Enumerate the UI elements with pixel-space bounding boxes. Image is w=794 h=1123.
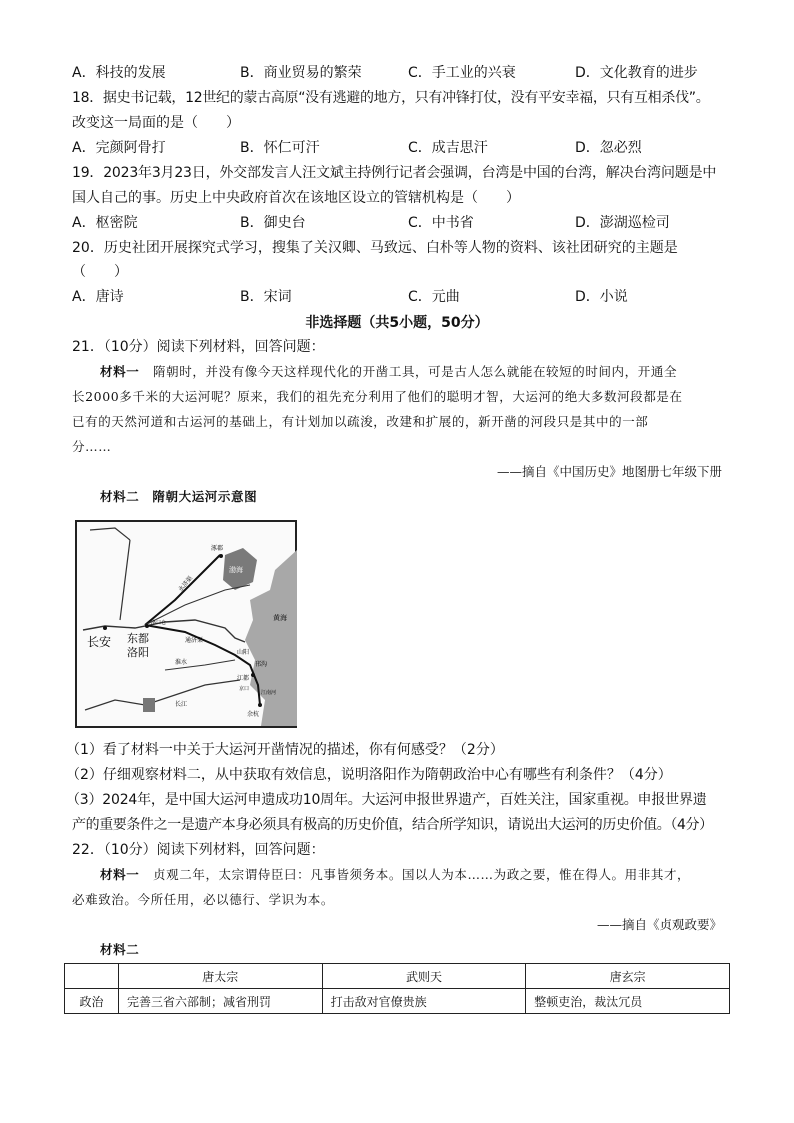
q17-option-d: D．文化教育的进步 [575, 65, 698, 81]
q17-option-b: B．商业贸易的繁荣 [240, 65, 362, 81]
q22-material-1 [100, 865, 690, 885]
q19-stem: 19．2023年3月23日，外交部发言人汪文斌主持例行记者会强调，台湾是中国的台湾，解决台湾问题是中 [72, 165, 717, 181]
q20-option-c: C．元曲 [408, 289, 460, 305]
map-label-tongji: 通济渠 [185, 637, 204, 644]
q18-option-b: B．怀仁可汗 [240, 140, 320, 156]
q21-material-1 [100, 362, 677, 382]
map-label-yongji: 永济渠 [177, 574, 195, 594]
table-header [65, 964, 119, 989]
q20-option-b: B．宋词 [240, 289, 292, 305]
q21-m2-label: 材料二 隋朝大运河示意图 [100, 489, 258, 504]
q19-option-c: C．中书省 [408, 215, 474, 231]
q21-question-1: （1）看了材料一中关于大运河开凿情况的描述，你有何感受？（2分） [66, 742, 504, 758]
sui-grand-canal-map [75, 520, 297, 728]
q21-question-3-cont: 产的重要条件之一是遗产本身必须具有极高的历史价值，结合所学知识，请说出大运河的历史价值。（4分） [72, 817, 713, 833]
map-label-hangou: 邗沟 [255, 661, 268, 668]
table-cell: 政治 [65, 989, 119, 1014]
map-label-zhuojun: 涿郡 [211, 545, 224, 552]
q21-m1-label: 材料一 [100, 364, 140, 379]
q18-option-c: C．成吉思汗 [408, 140, 488, 156]
map-label-dongdu: 东都 [127, 632, 149, 645]
table-cell: 完善三省六部制；减省刑罚 [118, 989, 322, 1014]
map-label-huanghai: 黄海 [273, 614, 287, 622]
table-header: 武则天 [322, 964, 526, 989]
lake [143, 698, 155, 712]
table-header: 唐太宗 [118, 964, 322, 989]
map-label-jiang: 长江 [175, 701, 188, 708]
q21-question-3: （3）2024年，是中国大运河申遗成功10周年。大运河申报世界遗产，百姓关注，国家重视。申报世界遗 [66, 792, 707, 808]
map-label-jingkou: 京口 [239, 686, 250, 692]
q20-option-d: D．小说 [575, 289, 628, 305]
q21-m1-line: 已有的天然河道和古运河的基础上，有计划加以疏浚，改建和扩展的，新开凿的河段只是其中的一部 [72, 414, 649, 429]
table-cell: 打击敌对官僚贵族 [322, 989, 526, 1014]
q18-stem-cont: 改变这一局面的是（ ） [72, 115, 240, 131]
map-label-bohai: 渤海 [229, 566, 243, 574]
q21-stem: 21．（10分）阅读下列材料，回答问题： [72, 339, 325, 355]
emperors-table [64, 963, 730, 1014]
map-label-changan: 长安 [87, 635, 112, 649]
q22-m2-label: 材料二 [100, 942, 140, 957]
table-row [65, 989, 730, 1014]
q18-option-a: A．完颜阿骨打 [72, 140, 166, 156]
q19-option-d: D．澎湖巡检司 [575, 215, 670, 231]
q21-m1-line: 分…… [72, 439, 112, 454]
map-label-jiangnan: 江南河 [261, 690, 277, 696]
map-label-jiangdu: 江都 [237, 675, 250, 682]
q22-m1-line: 必难致治。今所任用，必以德行、学识为本。 [72, 892, 335, 907]
map-label-shanyang: 山阳 [237, 649, 250, 656]
table-header-row [65, 964, 730, 989]
q22-stem: 22．（10分）阅读下列材料，回答问题： [72, 842, 325, 858]
map-label-luoyang: 洛阳 [127, 646, 149, 659]
q22-m1-label: 材料一 [100, 867, 140, 882]
q22-m1-source: ——摘自《贞观政要》 [596, 917, 722, 932]
q19-stem-cont: 国人自己的事。历史上中央政府首次在该地区设立的管辖机构是（ ） [72, 190, 520, 206]
table-header: 唐玄宗 [526, 964, 730, 989]
q22-m1-line: 贞观二年，太宗谓侍臣曰：凡事皆须务本。国以人为本……为政之要，惟在得人。用非其才， [153, 867, 691, 882]
q21-m1-line: 隋朝时，并没有像今天这样现代化的开凿工具，可是古人怎么就能在较短的时间内，开通全 [153, 364, 678, 379]
q20-option-a: A．唐诗 [72, 289, 124, 305]
map-label-luokou: 洛口仓 [151, 620, 167, 626]
section-title: 非选择题（共5小题，50分） [305, 315, 489, 331]
q21-m1-source: ——摘自《中国历史》地图册七年级下册 [496, 464, 722, 479]
q18-option-d: D．忽必烈 [575, 140, 642, 156]
q19-option-b: B．御史台 [240, 215, 306, 231]
q20-stem: 20．历史社团开展探究式学习，搜集了关汉卿、马致远、白朴等人物的资料、该社团研究的主题是 [72, 240, 678, 256]
q19-option-a: A．枢密院 [72, 215, 138, 231]
q18-stem: 18．据史书记载，12世纪的蒙古高原“没有逃避的地方，只有冲锋打仗，没有平安幸福，只有互相杀伐”。 [72, 90, 710, 106]
map-label-yuhang: 余杭 [247, 711, 260, 718]
q17-option-c: C．手工业的兴衰 [408, 65, 516, 81]
q17-option-a: A．科技的发展 [72, 65, 166, 81]
q21-question-2: （2）仔细观察材料二，从中获取有效信息，说明洛阳作为隋朝政治中心有哪些有利条件？（4分） [66, 767, 672, 783]
q20-stem-cont: （ ） [72, 264, 128, 280]
map-label-huai: 淮水 [175, 659, 188, 666]
q21-m1-line: 长2000多千米的大运河呢？原来，我们的祖先充分利用了他们的聪明才智，大运河的绝大多数河段都是在 [72, 389, 683, 404]
table-cell: 整顿吏治，裁汰冗员 [526, 989, 730, 1014]
